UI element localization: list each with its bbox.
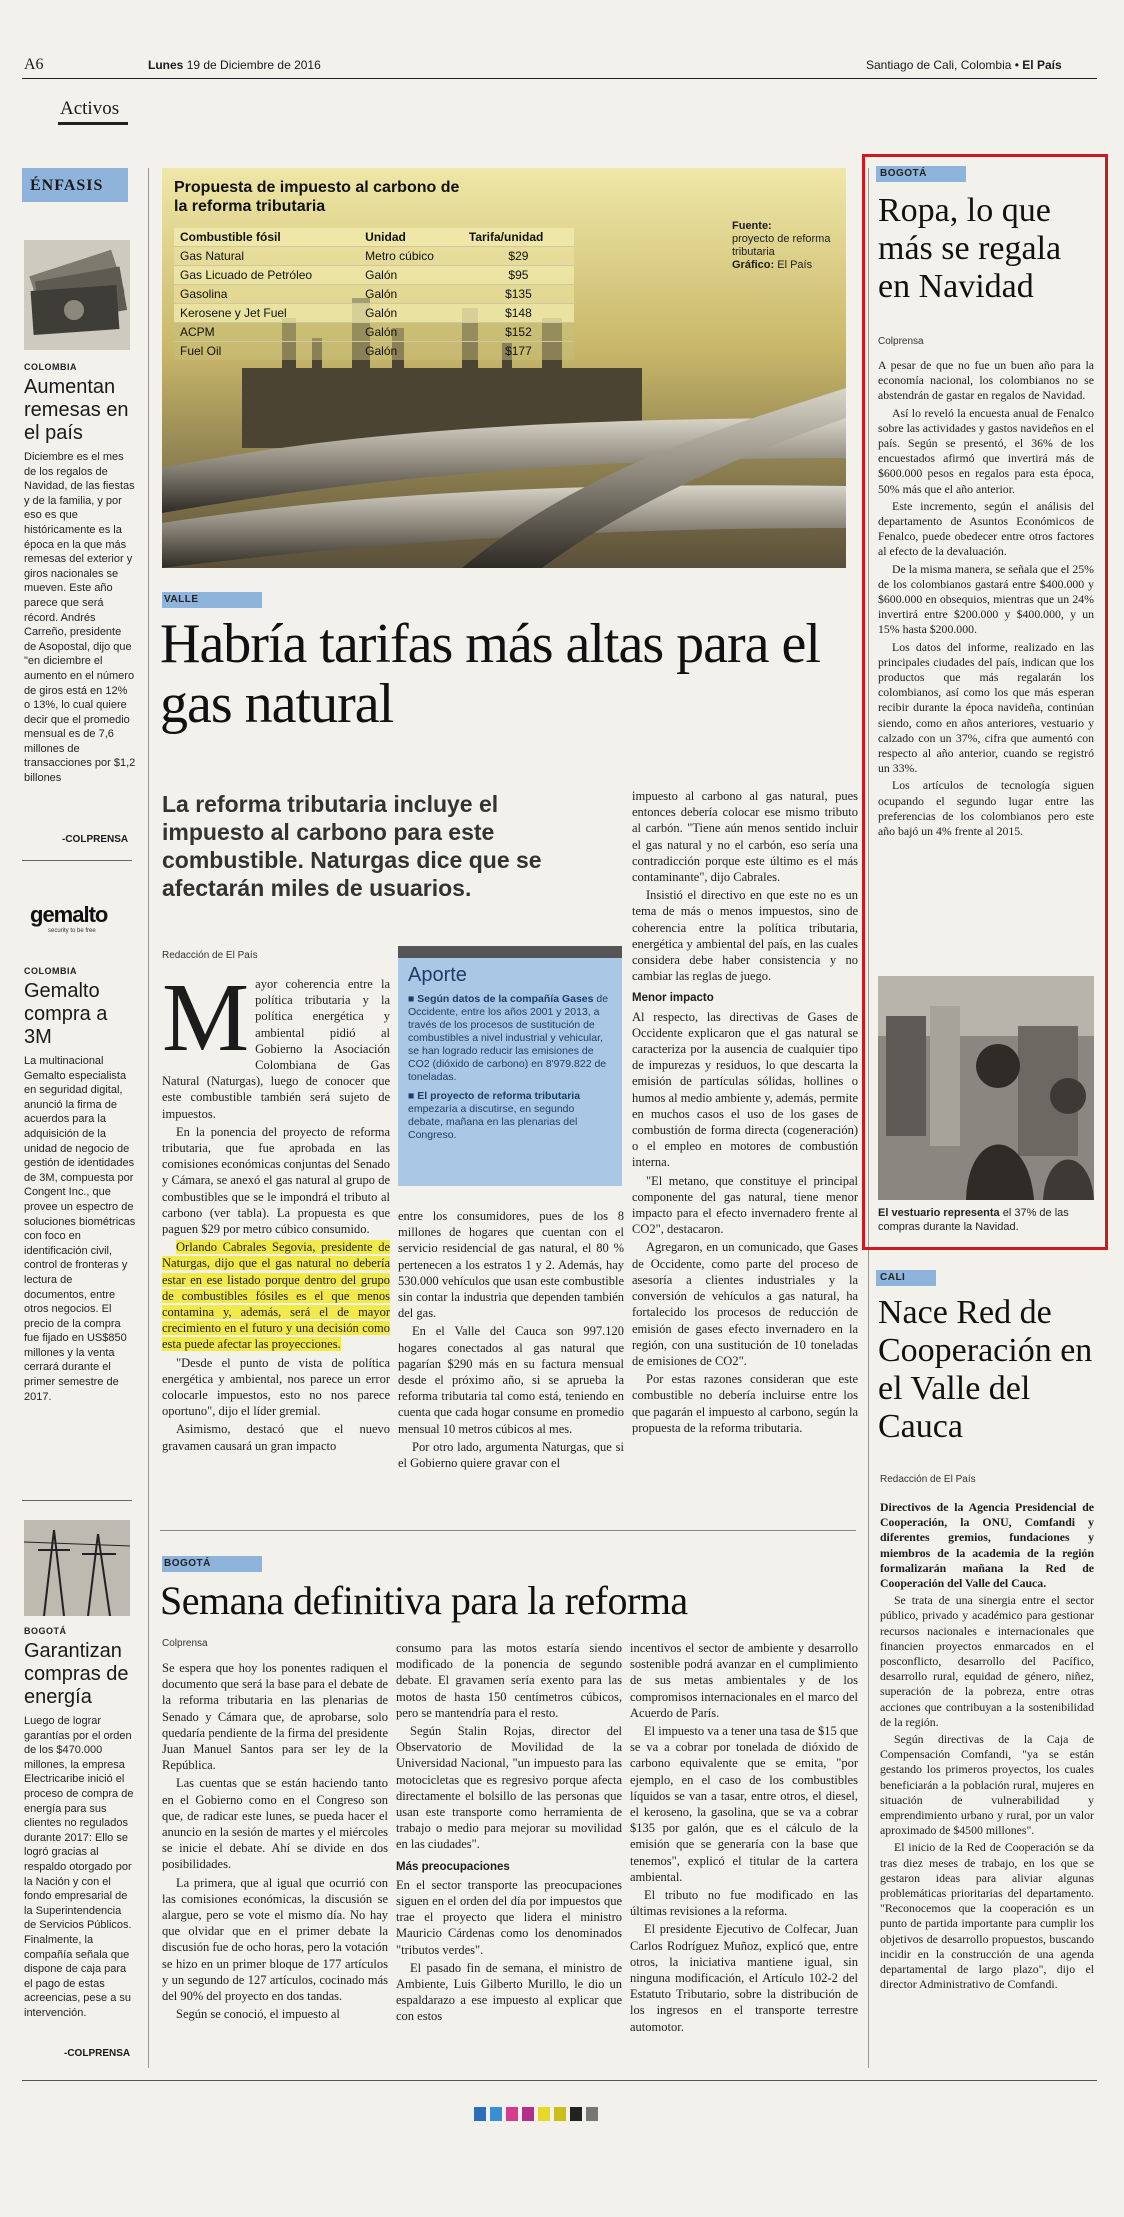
table-row	[174, 266, 574, 285]
reforma-tag: BOGOTÁ	[164, 1558, 211, 1569]
reforma-col1-p4: Según se conoció, el impuesto al	[176, 2007, 340, 2022]
reforma-col3-p3: El tributo no fue modificado en las últimas revisiones a la reforma.	[630, 1888, 858, 1919]
footer-rule	[22, 2080, 1097, 2081]
section-label: Activos	[60, 98, 120, 119]
ropa-p5: Los datos del informe, realizado en las principales ciudades del país, indican que los productos que más regalarán los colombianos, así como los que más esperan recibir durante la época navideña, continúan siendo, como en años anteriores, vestuario y calzado con un 37%, cifra que aumentó con respecto al año anterior, cuando se registró un 33%.	[878, 639, 1094, 776]
color-swatch	[506, 2107, 518, 2121]
column-header: Tarifa/unidad	[468, 230, 544, 244]
table-row	[174, 285, 574, 304]
header-date-day: Lunes	[148, 58, 184, 72]
aporte-box	[398, 946, 622, 1186]
reforma-col1-p3: La primera, que al igual que ocurrió con las comisiones económicas, la discusión se alargue, pero se vote el mismo día. No hay que olvidar que en el primer debate la discusión fue de ocho horas, pero la votación se hizo en un primer bloque de 177 artículos y un segundo de 127 artículos, cocinado más del 90% del proyecto en dos tandas.	[162, 1875, 388, 2004]
header-paper: El País	[1022, 58, 1062, 72]
ropa-caption-text: el 37% de las compras durante la Navidad.	[878, 1207, 1069, 1233]
ropa-p4: De la misma manera, se señala que el 25% de los colombianos gastará entre $400.000 y $600.000 en obsequios, mientras que un 24% invertirá entre $200.000 y $400.000, y un 15% hasta $200.000.	[878, 561, 1094, 637]
money-photo	[24, 240, 130, 350]
cali-body	[880, 1500, 1094, 2070]
cali-byline: Redacción de El País	[880, 1474, 976, 1485]
table-header	[174, 228, 574, 247]
ropa-body	[878, 358, 1094, 962]
header-city: Santiago de Cali, Colombia •	[866, 58, 1019, 72]
enfasis2-body: La multinacional Gemalto especialista en seguridad digital, anunció la firma de acuerdos para la adquisición de la unidad de negocio de gestión de identidades de 3M, compuesta por Congent Inc., que provee un espectro de soluciones biométricas con foco en identificación civil, control de fronteras y lectura de documentos, entre otros negocios. El precio de la compra fue fijado en US$850 millones y la venta cerrará durante el primer semestre de 2017.	[24, 1055, 136, 1403]
table-cell: Galón	[359, 342, 463, 361]
enfasis3-body: Luego de lograr garantías por el orden de los $470.000 millones, la empresa Electricaribe inició el proceso de compra de energía para sus clientes no regulados durante 2017: Ello se logró gracias al respaldo otorgado por la Nación y con el fondo empresarial de la Superintendencia de Servicios Públicos. Finalmente, la compañía señala que dispone de caja para el pago de estas acreencias, pese a su intervención.	[24, 1715, 134, 2019]
main-byline: Redacción de El País	[162, 950, 258, 961]
section-rule	[58, 122, 128, 125]
aporte-title: Aporte	[408, 964, 467, 986]
table-cell: ACPM	[174, 323, 359, 342]
main-col3-p2: Insistió el directivo en que este no es un tema de más o menos impuestos, sino de coherencia entre la política tributaria, energética y ambiental del país, en las cuales considera debe haber consistencia y no cambiar las reglas de juego.	[632, 888, 858, 984]
table-cell: Metro cúbico	[359, 247, 463, 266]
main-col3-p4: "El metano, que constituye el principal componente del gas natural, tiene menor impacto para el efecto invernadero frente al CO2", destacaron.	[632, 1173, 858, 1237]
table-cell: Galón	[359, 285, 463, 304]
left-column-rule	[148, 168, 149, 2068]
color-swatch	[474, 2107, 486, 2121]
enfasis2-tag: COLOMBIA	[24, 966, 77, 976]
infographic-title: Propuesta de impuesto al carbono de la reforma tributaria	[174, 179, 460, 215]
main-col2-p2: En el Valle del Cauca son 997.120 hogares conectados al gas natural que pagarían $290 más en su factura mensual desde el próximo año, si se aprueba la reforma tributaria tal como está, teniendo en cuenta que cada hogar consume en promedio mensual 10 metros cúbicos al mes.	[398, 1324, 624, 1436]
source-text: proyecto de reforma tributaria	[732, 233, 831, 258]
enfasis3-credit: -COLPRENSA	[64, 2048, 131, 2059]
main-story-tag: VALLE	[164, 594, 199, 605]
main-col3-p1: impuesto al carbono al gas natural, pues entonces debería colocar ese mismo tributo al carbón. "Tiene aún menos sentido incluir el gas natural y no el carbón, eso sería una contradicción porque este último es el más contaminante", dijo Cabrales.	[632, 789, 858, 885]
ropa-p1: A pesar de que no fue un buen año para la economía nacional, los colombianos no se abstendrán de gastar en regalos de Navidad.	[878, 358, 1094, 403]
cali-p1: Se trata de una sinergia entre el sector público, privado y académico para gestionar recursos nacionales e internacionales que financien proyectos enmarcados en el posconflicto, desarrollo del Pacífico, desarrollo rural, equidad de género, niñez, superación de la pobreza, entre otras acciones que contribuyan a la sostenibilidad de la región.	[880, 1593, 1094, 1729]
header-rule	[22, 78, 1097, 79]
cali-lead: Directivos de la Agencia Presidencial de Cooperación, la ONU, Comfandi y diferentes gremios, fundaciones y miembros de la academia de la región formalizarán mañana la Red de Cooperación del Valle del Cauca.	[880, 1500, 1094, 1591]
ropa-tag: BOGOTÁ	[880, 168, 927, 179]
ropa-headline: Ropa, lo que más se regala en Navidad	[878, 192, 1062, 305]
header-date-rest: 19 de Diciembre de 2016	[186, 58, 321, 72]
reforma-col3-p1: incentivos el sector de ambiente y desarrollo sostenible podrá avanzar en el cumplimiento de sus metas ambientales y de los compromisos internacionales en el marco del Acuerdo de París.	[630, 1641, 858, 1720]
main-p4: "Desde el punto de vista de política energética y ambiental, nos parece un error colocarle impuestos, esto no nos parece oportuno", dijo el líder gremial.	[162, 1355, 390, 1419]
table-cell: Gas Licuado de Petróleo	[174, 266, 359, 285]
color-swatch	[570, 2107, 582, 2121]
table-cell: $95	[463, 266, 574, 285]
table-row	[174, 342, 574, 361]
ropa-caption-bold: El vestuario representa	[878, 1207, 1000, 1219]
table-cell: Gas Natural	[174, 247, 359, 266]
ropa-caption	[878, 1206, 1094, 1234]
column-header: Unidad	[365, 230, 406, 244]
header-date	[148, 58, 321, 72]
page-number: A6	[24, 56, 44, 73]
header-location	[866, 58, 1062, 72]
table-cell: Kerosene y Jet Fuel	[174, 304, 359, 323]
color-swatch	[490, 2107, 502, 2121]
main-p3-highlight: Orlando Cabrales Segovia, presidente de Naturgas, dijo que el gas natural no debería estar en ese listado porque dentro del grupo de combustibles fósiles es el que menos contamina y, además, será el de mayor crecimiento en el futuro y una decisión como esta puede afectar las proyecciones.	[162, 1240, 390, 1352]
main-col1	[162, 976, 390, 1656]
cali-tag: CALI	[880, 1272, 906, 1283]
cali-headline: Nace Red de Cooperación en el Valle del Cauca	[878, 1294, 1093, 1445]
reforma-col1	[162, 1660, 388, 2070]
table-cell: $152	[463, 323, 574, 342]
shopping-photo	[878, 976, 1094, 1200]
enfasis-divider-2	[22, 1500, 132, 1501]
reforma-byline: Colprensa	[162, 1638, 208, 1649]
enfasis1-title: Aumentan remesas en el país	[24, 376, 129, 444]
enfasis3-title: Garantizan compras de energía	[24, 1640, 129, 1708]
main-col3-p5: Agregaron, en un comunicado, que Gases de Occidente, como parte del proceso de asesoría a clientes industriales y la conversión de vehículos a gas natural, ha fortalecido los procesos de reducción de emisión de gases efecto invernadero en la región, con una sustitución de 10 toneladas de emisiones de CO2".	[632, 1240, 858, 1368]
ropa-p3: Este incremento, según el análisis del departamento de Asuntos Económicos de Fenalco, puede obedecer entre otros factores al efecto de la devaluación.	[878, 498, 1094, 559]
table-cell: Fuel Oil	[174, 342, 359, 361]
main-deck: La reforma tributaria incluye el impuesto al carbono para este combustible. Naturgas dice que se afectarán miles de usuarios.	[162, 791, 542, 901]
reforma-col3	[630, 1640, 858, 2070]
enfasis1-credit: -COLPRENSA	[62, 834, 129, 845]
reforma-col3-p4: El presidente Ejecutivo de Colfecar, Juan Carlos Rodríguez Muñoz, explicó que, entre otros, la iniciativa mantiene igual, sin ninguna modificación, el Artículo 102-2 del Estatuto Tributario, sobre la distribución de los ingresos en el transporte terrestre automotor.	[630, 1922, 858, 2034]
reforma-col2	[396, 1640, 622, 2070]
carbon-tax-table	[174, 228, 574, 360]
table-row	[174, 304, 574, 323]
graphic-credit: El País	[777, 259, 813, 271]
table-cell: Gasolina	[174, 285, 359, 304]
table-cell: Galón	[359, 304, 463, 323]
ropa-p2: Así lo reveló la encuesta anual de Fenalco sobre las actividades y gastos navideños en el país. Según se presentó, el 36% de los encuestados afirmó que invertirá más de $600.000 pesos en regalos para esta época, 50% más que el año anterior.	[878, 405, 1094, 496]
main-subhead: Menor impacto	[632, 992, 714, 1005]
color-swatch	[554, 2107, 566, 2121]
column-header: Combustible fósil	[180, 230, 281, 244]
reforma-col1-p2: Las cuentas que se están haciendo tanto en el Gobierno como en el Congreso son que, de radicar este lunes, se pueda hacer el anuncio en la sesión de martes y el miércoles se inicie el debate. Ahí se divide en dos posibilidades.	[162, 1776, 388, 1872]
aporte-bullet-1: ■ Según datos de la compañía Gases de Occidente, entre los años 2001 y 2013, a través de los procesos de sustitución de combustibles a nivel industrial y vehicular, se han logrado reducir las emisiones de CO2 (dióxido de carbono) en 8'979.822 de toneladas.	[408, 993, 609, 1083]
table-row	[174, 323, 574, 342]
enfasis1-tag: COLOMBIA	[24, 362, 77, 372]
table-cell: $29	[463, 247, 574, 266]
table-cell: $148	[463, 304, 574, 323]
reforma-col2-p4: El pasado fin de semana, el ministro de Ambiente, Luis Gilberto Murillo, le dio un espaldarazo a ese impuesto al explicar que con estos	[396, 1960, 622, 2024]
energy-photo	[24, 1520, 130, 1616]
story-divider	[160, 1530, 856, 1531]
color-swatch	[538, 2107, 550, 2121]
aporte-bullet-2: ■ El proyecto de reforma tributaria empezaría a discutirse, en segundo debate, mañana en las plenarias del Congreso.	[408, 1090, 581, 1141]
reforma-headline: Semana definitiva para la reforma	[160, 1578, 688, 1623]
main-p5: Asimismo, destacó que el nuevo gravamen causará un gran impacto	[162, 1422, 390, 1453]
graphic-label: Gráfico:	[732, 259, 775, 271]
dropcap: M	[162, 976, 250, 1072]
main-p1: ayor coherencia entre la política tributaria y la política energética y ambiental pidió al Gobierno la Asociación Colombiana de Gas Natural (Naturgas), luego de conocer que este combustible también será sujeto de impuestos.	[162, 977, 390, 1121]
infographic-source	[732, 220, 842, 272]
infographic	[162, 168, 846, 568]
reforma-col3-p2: El impuesto va a tener una tasa de $15 que se va a cobrar por tonelada de dióxido de carbono equivalente que se emita, "por ejemplo, en el caso de los combustibles líquidos se van a tasar, entre otros, el diesel, el keroseno, la gasolina, que se va a cobrar $135 por galón, que es el cálculo de la emisión que se generaría con la base que tenemos", explicó el titular de la cartera ambiental.	[630, 1724, 858, 1884]
table-cell: $177	[463, 342, 574, 361]
main-col3-p3: Al respecto, las directivas de Gases de Occidente explicaron que el gas natural se caracteriza por la ausencia de cualquier tipo de impurezas y residuos, lo que descarta la emisión de partículas sólidas, hollines o humos al medio ambiente y, además, permite en muchos casos el uso de los gases de combustión de forma directa (cogeneración) o el empleo en motores de combustión interna.	[632, 1009, 858, 1170]
table-row	[174, 247, 574, 266]
cali-p2: Según directivas de la Caja de Compensación Comfandi, "ya se están gestando los primeros proyectos, los cuales beneficiarán a la población rural, mujeres en situación de vulnerabilidad y emprendimiento urbano y rural, por un valor aproximado de $4500 millones".	[880, 1732, 1094, 1838]
table-cell: $135	[463, 285, 574, 304]
reforma-col1-p1: Se espera que hoy los ponentes radiquen el documento que será la base para el debate de la reforma tributaria en las plenarias de Senado y Cámara que, de aprobarse, solo quedaría pendiente de la firma del presidente Juan Manuel Santos para ser ley de la República.	[162, 1661, 388, 1773]
enfasis1-body: Diciembre es el mes de los regalos de Navidad, de las fiestas y de la familia, y por eso es que históricamente es la época en la que más remesas del exterior y giros nacionales se mueven. Este año parece que será récord. Andrés Carreño, presidente de Asopostal, dijo que "en diciembre el aumento en el número de giros está en 12% o 13%, lo cual quiere decir que el promedio mensual es de 7,6 millones de transacciones por $1,2 billones	[24, 451, 136, 785]
enfasis-divider-1	[22, 860, 132, 861]
table-cell: Galón	[359, 266, 463, 285]
ropa-p6: Los artículos de tecnología siguen ocupando el segundo lugar entre las preferencias de los colombianos pero este año bajó un 4% frente al 2015.	[878, 778, 1094, 839]
reforma-col2-p3: En el sector transporte las preocupaciones siguen en el orden del día por impuestos que trae el proyecto que lidera el ministro Mauricio Cárdenas como los denominados "tributos verdes".	[396, 1877, 622, 1957]
table-cell: Galón	[359, 323, 463, 342]
reforma-col2-p1: consumo para las motos estaría siendo modificado de la ponencia de segundo debate. El gravamen sería exento para las motos de hasta 150 centímetros cúbicos, pero se mantendría para el resto.	[396, 1641, 622, 1720]
main-headline: Habría tarifas más altas para el gas natural	[160, 613, 820, 735]
enfasis2-title: Gemalto compra a 3M	[24, 980, 108, 1048]
reforma-col2-p2: Según Stalin Rojas, director del Observatorio de Movilidad de la Universidad Nacional, "un impuesto para las motocicletas que es regresivo porque afecta directamente el bolsillo de las personas que usan este transporte como herramienta de trabajo o medio para mejorar su movilidad en las ciudades".	[396, 1724, 622, 1852]
source-label: Fuente:	[732, 220, 772, 232]
ropa-byline: Colprensa	[878, 336, 924, 347]
gemalto-logo: gemalto security to be free	[30, 902, 108, 934]
enfasis-label: ÉNFASIS	[30, 177, 104, 194]
enfasis3-tag: BOGOTÁ	[24, 1626, 67, 1636]
main-p2: En la ponencia del proyecto de reforma tributaria, que fue aprobada en las comisiones económicas conjuntas del Senado y Cámara, se anexó el gas natural al grupo de combustibles que se le impondrá el tributo al carbono (ver tabla). La propuesta es que paguen $29 por metro cúbico consumido.	[162, 1124, 390, 1237]
cali-p3: El inicio de la Red de Cooperación se da tras diez meses de trabajo, en los que se gestaron ideas para aliviar algunas problemáticas prioritarias del departamento. "Reconocemos que la cooperación es un punto de partida importante para cumplir los objetivos de desarrollo propuestos, buscando incidir en la construcción de una agenda departamental de largo plazo", dijo el director Administrativo de Comfandi.	[880, 1840, 1094, 1992]
main-col2-p3: Por otro lado, argumenta Naturgas, que si el Gobierno quiere gravar con el	[398, 1439, 624, 1471]
main-col3-p6: Por estas razones consideran que este combustible no debería incluirse entre los que pagarán el impuesto al carbono, según la propuesta de la reforma tributaria.	[632, 1372, 858, 1435]
color-swatch	[586, 2107, 598, 2121]
color-swatch	[522, 2107, 534, 2121]
main-col2-p1: entre los consumidores, pues de los 8 millones de hogares que cuentan con el servicio residencial de gas natural, el 80 % pertenecen a los estratos 1 y 2. Además, hay 530.000 vehículos que usan este combustible sin contar la industria que dependen también del gas.	[398, 1209, 624, 1321]
reforma-subhead: Más preocupaciones	[396, 1860, 510, 1873]
